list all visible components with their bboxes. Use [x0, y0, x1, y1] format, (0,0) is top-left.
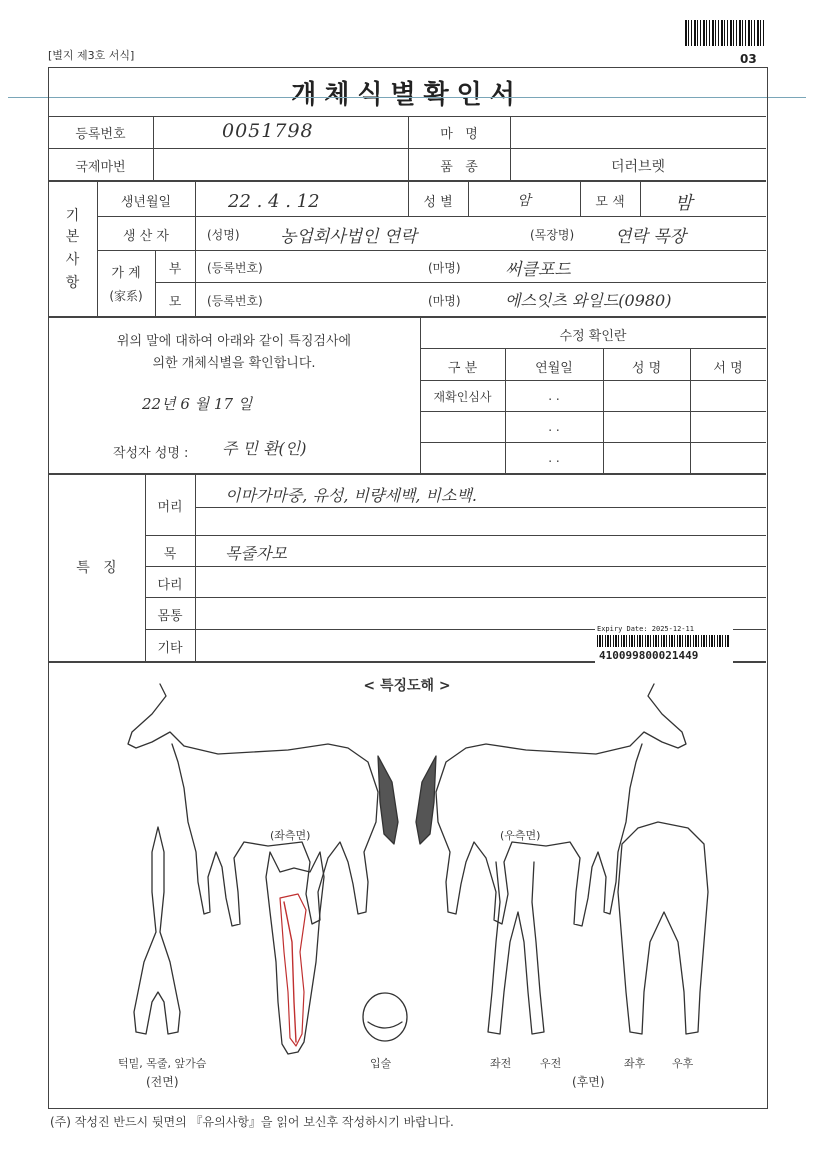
neck-value[interactable]: 목줄자모 — [225, 544, 287, 563]
color-label: 모 색 — [595, 195, 625, 210]
diagram-title: < 특징도해 > — [363, 678, 451, 694]
grid-line — [155, 282, 766, 283]
revision-row1-type: 재확인심사 — [433, 390, 492, 404]
grid-line — [195, 507, 766, 508]
lineage-label: 가 계 — [111, 266, 141, 281]
intl-no-label: 국제마번 — [75, 160, 126, 175]
producer-label: 생 산 자 — [123, 229, 169, 244]
grid-line — [195, 473, 196, 661]
sex-label: 성 별 — [423, 195, 453, 210]
grid-line — [48, 316, 766, 318]
sticker-number: 410099800021449 — [599, 649, 699, 662]
grid-line — [420, 411, 766, 412]
left-side-horse-outline — [128, 684, 378, 926]
revision-row2-date[interactable]: . . — [548, 420, 560, 434]
neck-label: 목 — [163, 547, 177, 562]
lineage-hanja: (家系) — [109, 289, 143, 303]
body-label: 몸통 — [157, 609, 183, 624]
grid-line — [145, 566, 766, 567]
grid-line — [97, 250, 766, 251]
basic-section-label-4: 항 — [65, 275, 80, 291]
sire-name-value[interactable]: 써클포드 — [505, 260, 571, 280]
etc-label: 기타 — [157, 641, 183, 656]
birth-label: 생년월일 — [120, 195, 172, 210]
confirm-date[interactable]: 22년 6 월 17 일 — [142, 395, 253, 413]
grid-line — [48, 473, 766, 475]
reg-no-value[interactable]: 0051798 — [222, 120, 314, 142]
left-tail — [378, 756, 398, 844]
basic-section-label-1: 기 — [65, 208, 80, 224]
dam-label: 모 — [168, 295, 182, 310]
grid-line — [145, 535, 766, 536]
caption-front: (전면) — [146, 1075, 179, 1089]
caption-hind-left: 좌후 — [624, 1057, 646, 1070]
microchip-sticker — [595, 625, 733, 665]
caption-hind-right: 우후 — [672, 1057, 694, 1070]
reg-no-label: 등록번호 — [75, 127, 126, 142]
producer-name-label: (성명) — [207, 228, 240, 242]
footer-note: (주) 작성진 반드시 뒷면의 『유의사항』을 읽어 보신후 작성하시기 바랍니다. — [50, 1115, 454, 1129]
sticker-expiry: Expiry Date: 2025-12-11 — [597, 625, 694, 633]
sire-name-label: (마명) — [428, 261, 461, 275]
producer-name-value[interactable]: 농업회사법인 연락 — [280, 227, 417, 247]
sex-value[interactable]: 암 — [517, 193, 531, 209]
farm-label: (목장명) — [530, 228, 575, 242]
dam-reg-label: (등록번호) — [207, 294, 263, 308]
right-tail — [416, 756, 436, 844]
writer-label: 작성자 성명 : — [113, 446, 189, 461]
dam-name-value[interactable]: 에스잇츠 와일드(0980) — [505, 291, 672, 310]
front-legs-outline — [488, 862, 544, 1034]
horse-diagram — [48, 662, 766, 1107]
breed-value: 더러브렛 — [610, 159, 666, 175]
grid-line — [97, 216, 766, 217]
grid-line — [420, 442, 766, 443]
form-number: [별지 제3호 서식] — [48, 49, 135, 62]
statement-line-2: 의한 개체식별을 확인합니다. — [152, 356, 316, 371]
caption-front-left: 좌전 — [490, 1057, 512, 1070]
grid-line — [640, 180, 641, 216]
horse-name-label: 마 명 — [440, 127, 478, 142]
caption-right-side: (우측면) — [500, 829, 541, 842]
revision-col-type: 구 분 — [447, 361, 478, 376]
sire-reg-label: (등록번호) — [207, 261, 263, 275]
caption-left-side: (좌측면) — [270, 829, 311, 842]
birth-value[interactable]: 22 . 4 . 12 — [228, 191, 320, 212]
revision-col-sign: 서 명 — [713, 361, 743, 376]
front-view-outline — [134, 827, 180, 1034]
caption-front-parts: 턱밑, 목줄, 앞가슴 — [118, 1057, 207, 1070]
writer-signature[interactable]: 주 민 환(인) — [222, 439, 307, 458]
lip-line — [368, 1022, 402, 1028]
breed-label: 품 종 — [440, 160, 478, 175]
rear-view-outline — [618, 822, 708, 1034]
grid-line — [48, 116, 766, 117]
caption-lip: 입술 — [370, 1057, 392, 1070]
features-section-label: 특 징 — [76, 560, 117, 576]
revision-title: 수정 확인란 — [559, 329, 627, 344]
right-side-horse-outline — [436, 684, 686, 926]
grid-line — [48, 148, 766, 149]
revision-col-name: 성 명 — [631, 361, 662, 376]
page-code: 03 — [740, 52, 757, 66]
caption-rear: (후면) — [572, 1075, 605, 1089]
document-title: 개체식별확인서 — [291, 80, 523, 110]
head-label: 머리 — [157, 500, 183, 515]
farm-value[interactable]: 연락 목장 — [615, 227, 687, 247]
caption-front-right: 우전 — [540, 1057, 562, 1070]
sticker-barcode — [597, 635, 729, 647]
leg-label: 다리 — [157, 578, 183, 593]
grid-line — [145, 597, 766, 598]
revision-col-date: 연월일 — [535, 361, 573, 376]
revision-row1-date[interactable]: . . — [548, 389, 560, 403]
grid-line — [153, 116, 154, 180]
sire-label: 부 — [168, 262, 182, 277]
grid-line — [195, 180, 196, 250]
grid-line — [420, 348, 766, 349]
grid-line — [48, 180, 766, 182]
grid-line — [420, 380, 766, 381]
dam-name-label: (마명) — [428, 294, 461, 308]
color-value[interactable]: 밤 — [675, 193, 693, 214]
revision-row3-date[interactable]: . . — [548, 451, 560, 465]
grid-line — [195, 250, 196, 316]
statement-line-1: 위의 말에 대하여 아래와 같이 특징검사에 — [116, 334, 352, 349]
head-value[interactable]: 이마가마중, 유성, 비량세백, 비소백. — [225, 486, 477, 505]
basic-section-label-3: 사 — [65, 252, 80, 268]
header-barcode — [685, 20, 765, 46]
basic-section-label-2: 본 — [65, 229, 80, 245]
lip-outline — [363, 993, 407, 1041]
